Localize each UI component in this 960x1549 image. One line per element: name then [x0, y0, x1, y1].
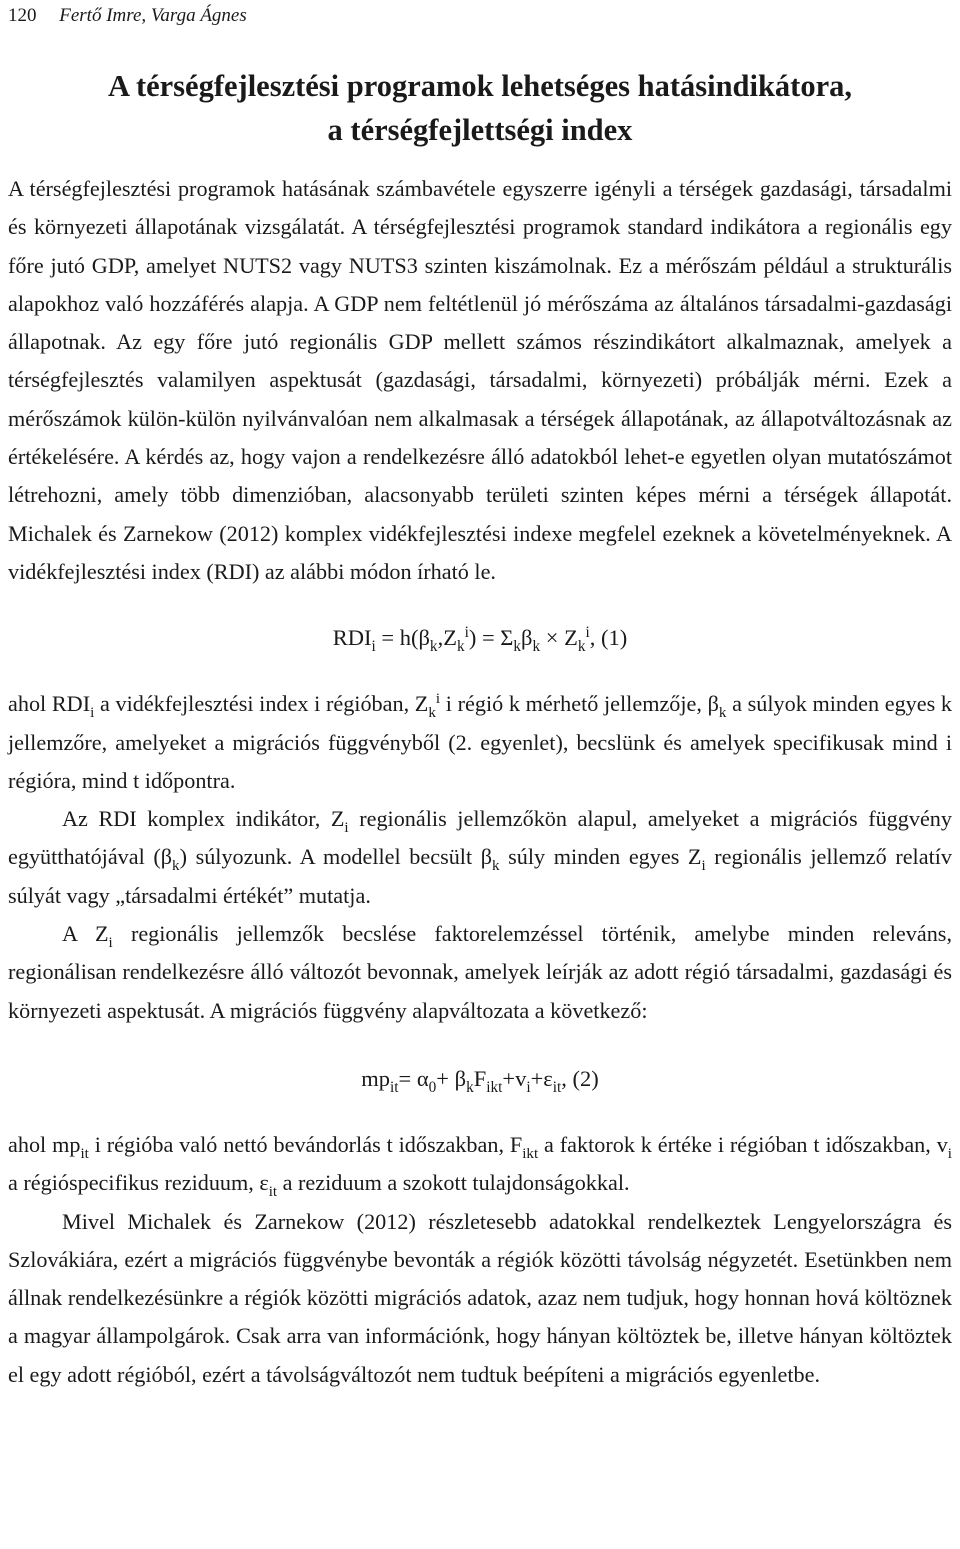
page-number: 120 [8, 5, 37, 26]
section-title-line-2: a térségfejlettségi index [327, 113, 633, 147]
author-names: Fertő Imre, Varga Ágnes [59, 5, 247, 26]
paragraph-rdi-definition: ahol $RDI_i$ a vidékfejlesztési index i régióban, $Z_k^i$ i régió k mérhető jellemzője, $\beta_k$ a súlyok minden egyes k jellemzőre, amelyeket a migrációs függvényből (2. egyenlet), becslünk és amelyek specifikusak mind i régióra, mind t időpontra. [8, 690, 953, 793]
equation-2-label: , (2) [561, 1065, 599, 1091]
paragraph-michalek-comparison: Mivel Michalek és Zarnekow (2012) részletesebb adatokkal rendelkeztek Lengyelországra és Szlovákiára, ezért a migrációs függvénybe bevonták a régiók közötti távolság négyzetét. Esetünkben nem állnak rendelkezésünkre a régiók közötti migrációs adatok, azaz nem tudjuk, hogy honnan hová költöznek a magyar állampolgárok. Csak arra van információnk, hogy hányan költöztek be, illetve hányan költöztek el egy adott régióból, ezért a távolságváltozót nem tudtuk beépíteni a migrációs egyenletbe. [8, 1208, 952, 1387]
paragraph-factor-analysis: A $Z_i$ regionális jellemzők becslése faktorelemzéssel történik, amelybe minden releváns, regionálisan rendelkezésre álló változót bevonnak, amelyek leírják az adott régió társadalmi, gazdasági és környezeti aspektusát. A migrációs függvény alapváltozata a következő: [8, 921, 952, 1023]
paragraph-rdi-composite: Az RDI komplex indikátor, $Z_i$ regionális jellemzőkön alapul, amelyeket a migrációs függvény együtthatójával $(\beta_k)$ súlyozunk. A modellel becsült $\beta_k$ súly minden egyes $Z_i$ regionális jellemző relatív súlyát vagy „társadalmi értékét” mutatja. [8, 806, 952, 908]
paragraph-migration-definition: ahol $mp_{it}$ i régióba való nettó bevándorlás t időszakban, $F_{ikt}$ a faktorok k értéke i régióban t időszakban, $v_i$ a régióspecifikus reziduum, $\varepsilon_{it}$ a reziduum a szokott tulajdonságokkal. [8, 1131, 952, 1200]
equation-2: $mp_{it}= \alpha_0+ \beta_kF_{ikt}+v_i+\varepsilon_{it}$, (2) [361, 1065, 599, 1096]
section-title [8, 64, 952, 152]
running-header [8, 4, 247, 28]
equation-1: $RDI_i = h(\beta_k,Z_k^i) = \Sigma_k\beta_k \times Z_k^i$, (1) [332, 623, 628, 656]
equation-1-label: , (1) [589, 625, 628, 651]
paragraph-intro: A térségfejlesztési programok hatásának számbavétele egyszerre igényli a térségek gazdasági, társadalmi és környezeti állapotának vizsgálatát. A térségfejlesztési programok standard indikátora a regionális egy főre jutó GDP, amelyet NUTS2 vagy NUTS3 szinten kiszámolnak. Ez a mérőszám például a strukturális alapokhoz való hozzáférés alapja. A GDP nem feltétlenül jó mérőszáma az általános társadalmi-gazdasági állapotnak. Az egy főre jutó regionális GDP mellett számos részindikátort alkalmaznak, amelyek a térségfejlesztés valamilyen aspektusát (gazdasági, társadalmi, környezeti) próbálják mérni. Ezek a mérőszámok külön-külön nyilvánvalóan nem alkalmasak a térségek állapotának, az állapotváltozásnak az értékelésére. A kérdés az, hogy vajon a rendelkezésre álló adatokból lehet-e egyetlen olyan mutatószámot létrehozni, amely több dimenzióban, alacsonyabb területi szinten képes mérni a térségek állapotát. Michalek és Zarnekow (2012) komplex vidékfejlesztési indexe megfelel ezeknek a követelményeknek. A vidékfejlesztési index (RDI) az alábbi módon írható le. [8, 176, 952, 584]
body-text [8, 170, 952, 1394]
section-title-line-1: A térségfejlesztési programok lehetséges hatásindikátora, [107, 69, 853, 103]
